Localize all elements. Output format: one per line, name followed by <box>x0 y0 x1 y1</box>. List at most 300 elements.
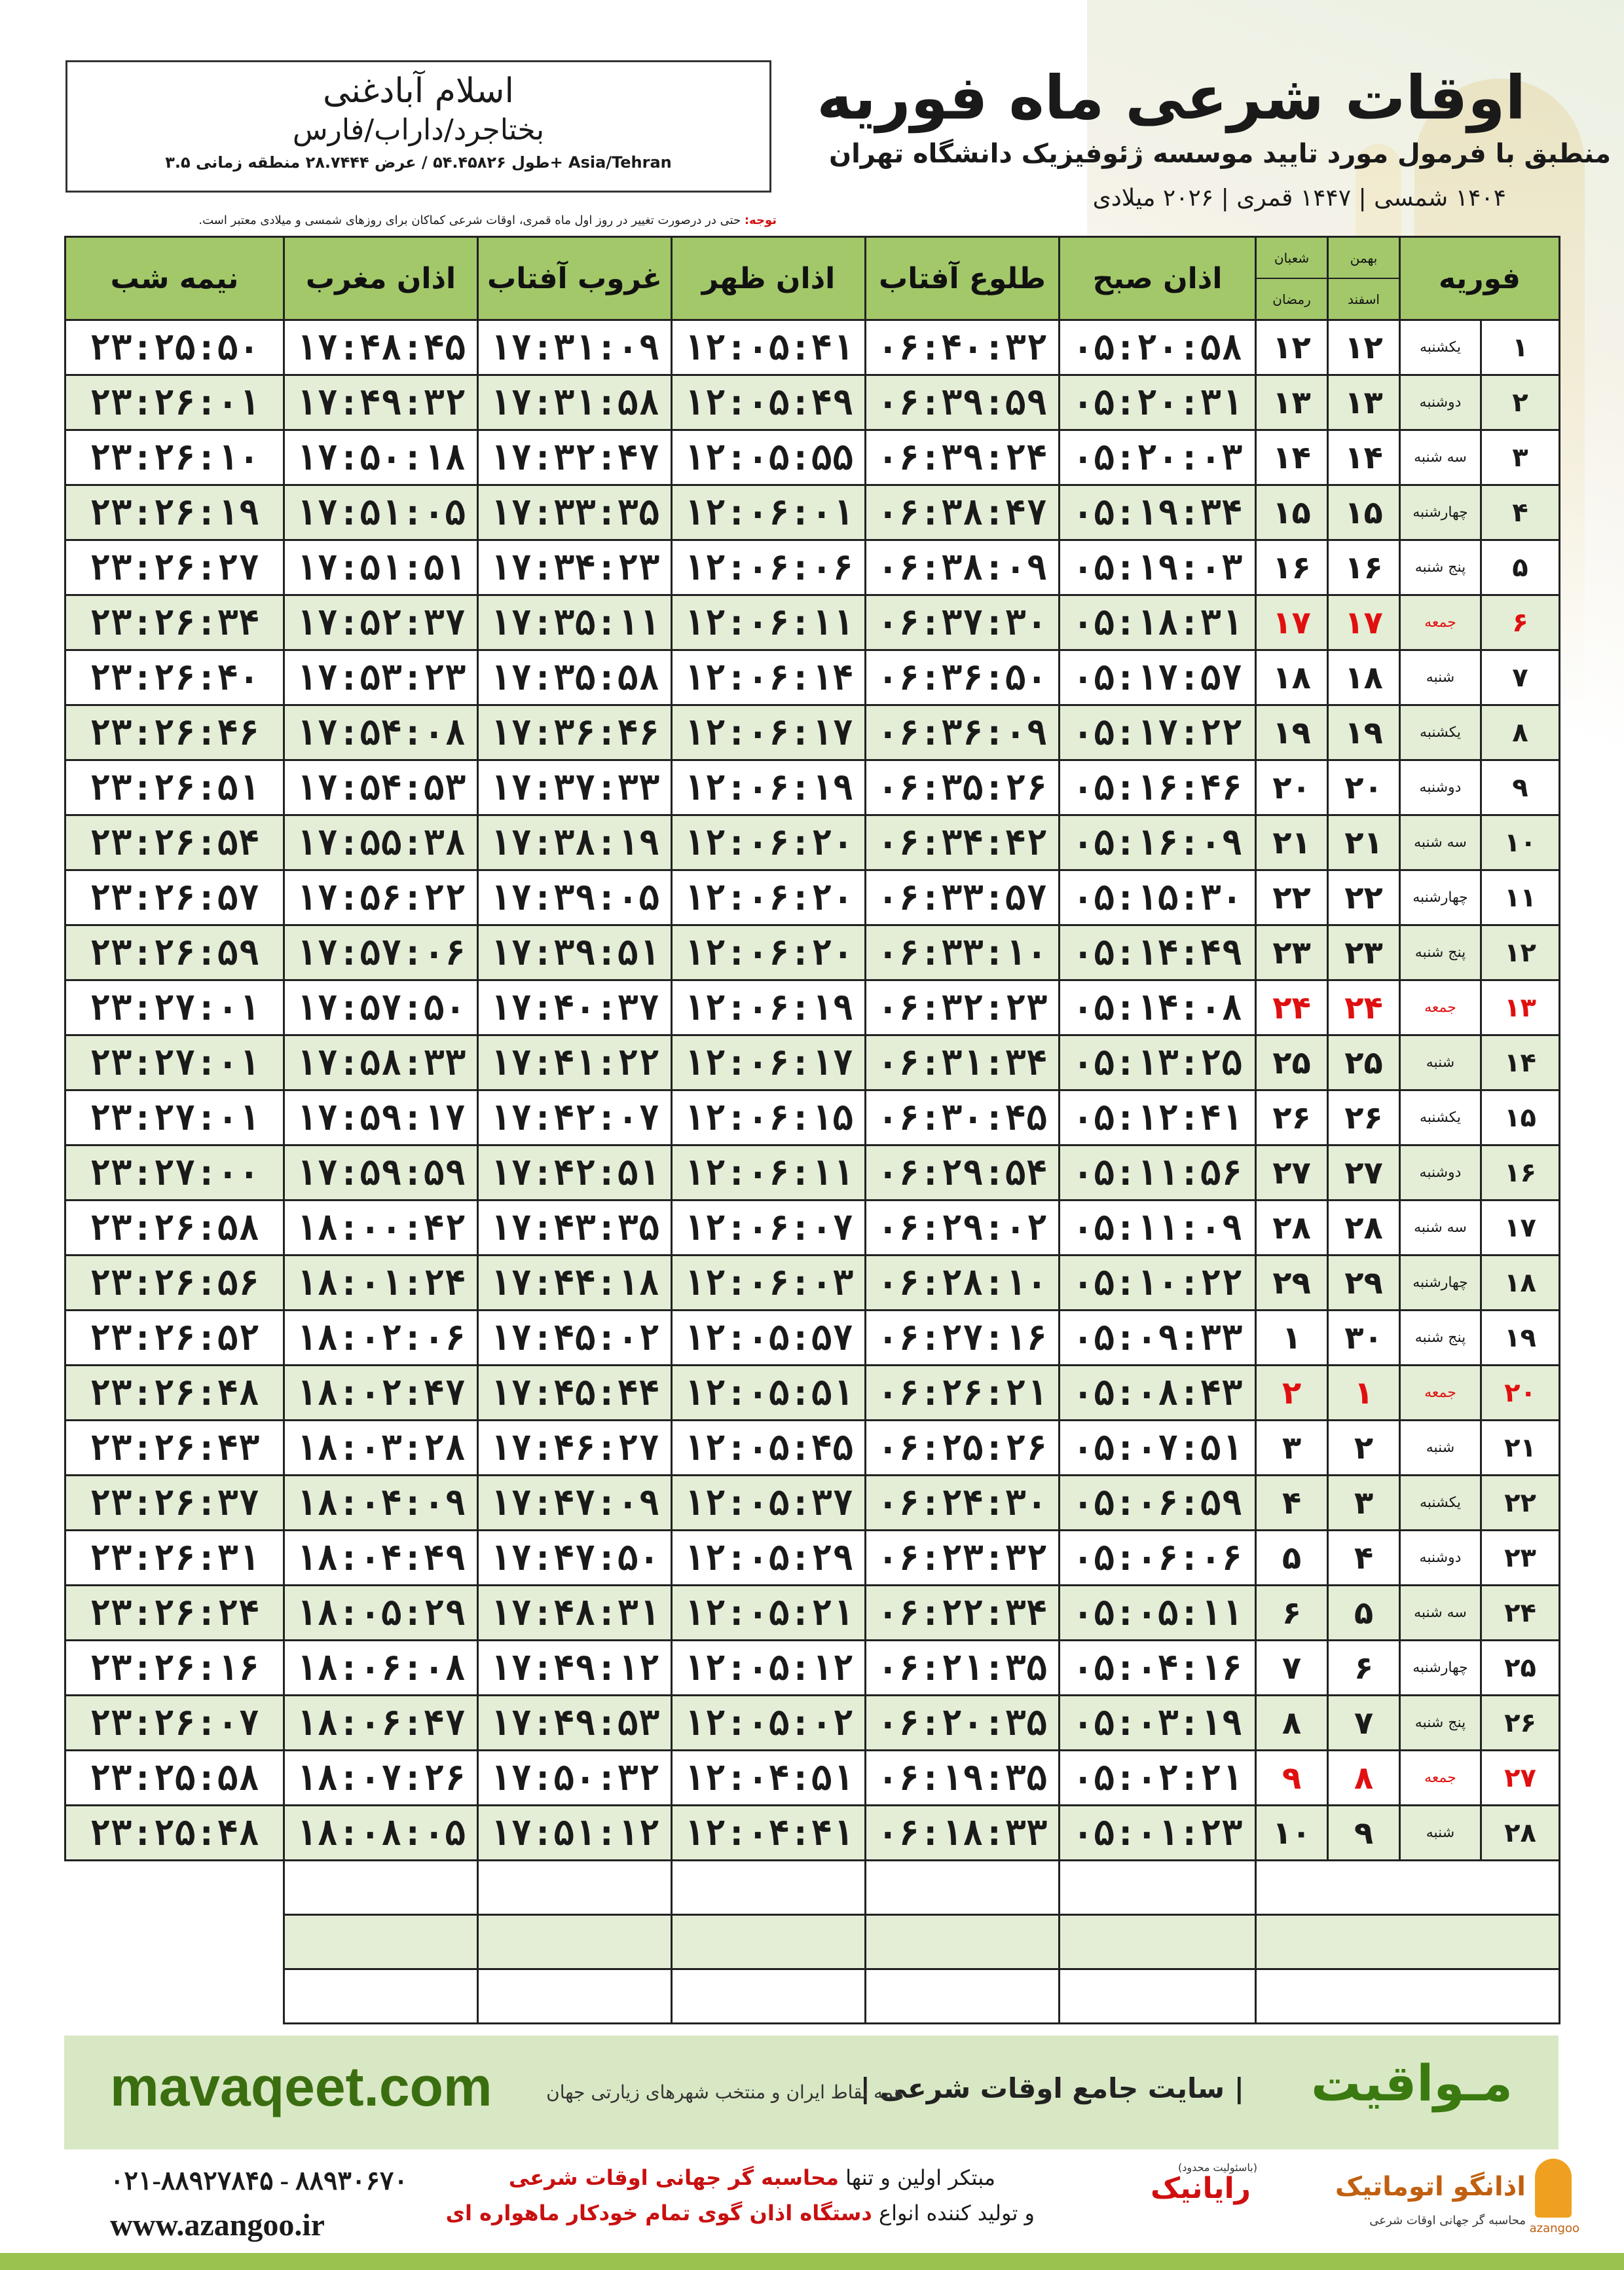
cell-maghrib: ۱۷:۵۴:۰۸ <box>284 705 478 760</box>
cell-fajr: ۰۵:۰۸:۴۳ <box>1060 1366 1256 1421</box>
cell-midnight: ۲۳:۲۶:۲۴ <box>65 1586 284 1641</box>
empty-cell <box>284 1969 478 2024</box>
cell-maghrib: ۱۷:۵۹:۱۷ <box>284 1090 478 1145</box>
cell-weekday: سه شنبه <box>1400 1200 1481 1256</box>
table-row <box>65 1751 1560 1806</box>
cell-dhuhr: ۱۲:۰۵:۵۷ <box>672 1311 866 1366</box>
cell-midnight: ۲۳:۲۶:۳۷ <box>65 1476 284 1531</box>
cell-midnight: ۲۳:۲۶:۱۹ <box>65 485 284 540</box>
cell-midnight: ۲۳:۲۷:۰۱ <box>65 980 284 1035</box>
cell-fajr: ۰۵:۱۹:۳۴ <box>1060 485 1256 540</box>
cell-day: ۱۰ <box>1481 815 1560 870</box>
empty-cell <box>866 1915 1060 1969</box>
header-solar <box>1328 237 1400 320</box>
cell-fajr: ۰۵:۱۹:۰۳ <box>1060 540 1256 595</box>
cell-lunar: ۱۰ <box>1256 1806 1328 1861</box>
cell-lunar: ۲۳ <box>1256 925 1328 980</box>
cell-weekday: شنبه <box>1400 1035 1481 1090</box>
cell-fajr: ۰۵:۲۰:۳۱ <box>1060 375 1256 430</box>
cell-day: ۲۵ <box>1481 1641 1560 1696</box>
table-row <box>65 1035 1560 1090</box>
table-row <box>65 595 1560 650</box>
cell-solar: ۷ <box>1328 1696 1400 1751</box>
cell-midnight: ۲۳:۲۶:۰۱ <box>65 375 284 430</box>
note-label: توجه: <box>744 214 777 227</box>
cell-maghrib: ۱۷:۵۱:۵۱ <box>284 540 478 595</box>
table-row <box>65 1421 1560 1476</box>
cell-sunset: ۱۷:۴۸:۳۱ <box>478 1586 672 1641</box>
cell-fajr: ۰۵:۲۰:۰۳ <box>1060 430 1256 485</box>
cell-maghrib: ۱۸:۰۶:۴۷ <box>284 1696 478 1751</box>
cell-dhuhr: ۱۲:۰۵:۴۵ <box>672 1421 866 1476</box>
cell-solar: ۴ <box>1328 1531 1400 1586</box>
table-row <box>65 1256 1560 1311</box>
cell-midnight: ۲۳:۲۶:۵۱ <box>65 760 284 815</box>
cell-sunset: ۱۷:۴۵:۰۲ <box>478 1311 672 1366</box>
cell-dhuhr: ۱۲:۰۶:۲۰ <box>672 925 866 980</box>
cell-fajr: ۰۵:۱۱:۵۶ <box>1060 1145 1256 1200</box>
cell-day: ۹ <box>1481 760 1560 815</box>
table-row <box>65 925 1560 980</box>
cell-midnight: ۲۳:۲۶:۱۰ <box>65 430 284 485</box>
cell-sunset: ۱۷:۳۹:۰۵ <box>478 870 672 925</box>
cell-day: ۲۱ <box>1481 1421 1560 1476</box>
cell-fajr: ۰۵:۱۱:۰۹ <box>1060 1200 1256 1256</box>
cell-dhuhr: ۱۲:۰۵:۵۵ <box>672 430 866 485</box>
header-solar-bottom: اسفند <box>1348 291 1380 307</box>
cell-maghrib: ۱۸:۰۶:۰۸ <box>284 1641 478 1696</box>
table-row <box>65 430 1560 485</box>
cell-sunrise: ۰۶:۳۵:۲۶ <box>866 760 1060 815</box>
cell-midnight: ۲۳:۲۶:۵۲ <box>65 1311 284 1366</box>
footer-bar <box>0 2253 1624 2270</box>
cell-maghrib: ۱۷:۵۰:۱۸ <box>284 430 478 485</box>
cell-dhuhr: ۱۲:۰۵:۱۲ <box>672 1641 866 1696</box>
cell-fajr: ۰۵:۰۱:۲۳ <box>1060 1806 1256 1861</box>
cell-day: ۳ <box>1481 430 1560 485</box>
date-line: ۱۴۰۴ شمسی | ۱۴۴۷ قمری | ۲۰۲۶ میلادی <box>1092 185 1506 212</box>
cell-dhuhr: ۱۲:۰۵:۵۱ <box>672 1366 866 1421</box>
cell-day: ۱۶ <box>1481 1145 1560 1200</box>
empty-row <box>65 1969 1560 2024</box>
cell-maghrib: ۱۸:۰۵:۲۹ <box>284 1586 478 1641</box>
cell-weekday: چهارشنبه <box>1400 1256 1481 1311</box>
cell-solar: ۲۸ <box>1328 1200 1400 1256</box>
header-lunar-bottom: رمضان <box>1272 291 1311 307</box>
cell-solar: ۲۷ <box>1328 1145 1400 1200</box>
raianik-logo-small: (باسئولیت محدود) <box>1178 2161 1257 2174</box>
cell-sunrise: ۰۶:۱۸:۳۳ <box>866 1806 1060 1861</box>
cell-lunar: ۷ <box>1256 1641 1328 1696</box>
cell-day: ۲۰ <box>1481 1366 1560 1421</box>
empty-cell <box>672 1861 866 1915</box>
cell-lunar: ۲۲ <box>1256 870 1328 925</box>
cell-midnight: ۲۳:۲۷:۰۱ <box>65 1035 284 1090</box>
cell-maghrib: ۱۷:۵۸:۳۳ <box>284 1035 478 1090</box>
cell-solar: ۱۷ <box>1328 595 1400 650</box>
location-region: بختاجرد/داراب/فارس <box>292 113 545 147</box>
cell-sunrise: ۰۶:۲۱:۳۵ <box>866 1641 1060 1696</box>
table-row <box>65 375 1560 430</box>
table-row <box>65 815 1560 870</box>
empty-cell <box>672 1915 866 1969</box>
cell-fajr: ۰۵:۰۲:۲۱ <box>1060 1751 1256 1806</box>
cell-weekday: پنج شنبه <box>1400 925 1481 980</box>
cell-sunrise: ۰۶:۲۷:۱۶ <box>866 1311 1060 1366</box>
empty-row <box>65 1915 1560 1969</box>
cell-lunar: ۴ <box>1256 1476 1328 1531</box>
cell-midnight: ۲۳:۲۶:۵۴ <box>65 815 284 870</box>
cell-dhuhr: ۱۲:۰۴:۴۱ <box>672 1806 866 1861</box>
cell-dhuhr: ۱۲:۰۶:۱۹ <box>672 760 866 815</box>
cell-maghrib: ۱۷:۵۶:۲۲ <box>284 870 478 925</box>
table-row <box>65 1311 1560 1366</box>
cell-day: ۱۸ <box>1481 1256 1560 1311</box>
cell-midnight: ۲۳:۲۵:۵۰ <box>65 320 284 375</box>
cell-maghrib: ۱۸:۰۲:۴۷ <box>284 1366 478 1421</box>
table-row <box>65 320 1560 375</box>
empty-cell <box>1256 1915 1560 1969</box>
cell-weekday: جمعه <box>1400 595 1481 650</box>
cell-dhuhr: ۱۲:۰۶:۰۷ <box>672 1200 866 1256</box>
cell-midnight: ۲۳:۲۵:۴۸ <box>65 1806 284 1861</box>
empty-cell <box>478 1915 672 1969</box>
cell-solar: ۲۳ <box>1328 925 1400 980</box>
cell-lunar: ۱ <box>1256 1311 1328 1366</box>
cell-dhuhr: ۱۲:۰۵:۰۲ <box>672 1696 866 1751</box>
promo2-highlight: دستگاه اذان گوی تمام خودکار ماهواره ای <box>445 2201 872 2225</box>
cell-fajr: ۰۵:۱۴:۰۸ <box>1060 980 1256 1035</box>
cell-solar: ۱۹ <box>1328 705 1400 760</box>
site-url[interactable]: mavaqeet.com <box>110 2056 492 2117</box>
cell-day: ۷ <box>1481 650 1560 705</box>
cell-sunrise: ۰۶:۳۶:۵۰ <box>866 650 1060 705</box>
cell-solar: ۱۳ <box>1328 375 1400 430</box>
cell-sunset: ۱۷:۴۳:۳۵ <box>478 1200 672 1256</box>
cell-dhuhr: ۱۲:۰۶:۲۰ <box>672 815 866 870</box>
cell-sunrise: ۰۶:۳۹:۵۹ <box>866 375 1060 430</box>
cell-day: ۱۷ <box>1481 1200 1560 1256</box>
header-fajr: اذان صبح <box>1060 237 1256 320</box>
cell-lunar: ۱۵ <box>1256 485 1328 540</box>
cell-sunrise: ۰۶:۳۸:۰۹ <box>866 540 1060 595</box>
cell-fajr: ۰۵:۰۴:۱۶ <box>1060 1641 1256 1696</box>
empty-cell <box>1256 1969 1560 2024</box>
cell-maghrib: ۱۷:۴۸:۴۵ <box>284 320 478 375</box>
cell-day: ۱۲ <box>1481 925 1560 980</box>
cell-solar: ۲۵ <box>1328 1035 1400 1090</box>
cell-sunrise: ۰۶:۳۳:۵۷ <box>866 870 1060 925</box>
empty-cell <box>1060 1861 1256 1915</box>
cell-midnight: ۲۳:۲۶:۴۶ <box>65 705 284 760</box>
cell-maghrib: ۱۸:۰۸:۰۵ <box>284 1806 478 1861</box>
cell-sunrise: ۰۶:۲۹:۵۴ <box>866 1145 1060 1200</box>
empty-cell <box>478 1861 672 1915</box>
phone-numbers: ۰۲۱-۸۸۹۲۷۸۴۵ - ۸۸۹۳۰۶۷۰ <box>110 2166 408 2195</box>
table-row <box>65 1145 1560 1200</box>
cell-sunrise: ۰۶:۲۹:۰۲ <box>866 1200 1060 1256</box>
cell-dhuhr: ۱۲:۰۶:۱۱ <box>672 1145 866 1200</box>
cell-midnight: ۲۳:۲۶:۴۳ <box>65 1421 284 1476</box>
cell-lunar: ۲۹ <box>1256 1256 1328 1311</box>
cell-weekday: پنج شنبه <box>1400 1311 1481 1366</box>
cell-lunar: ۲ <box>1256 1366 1328 1421</box>
footer-banner <box>64 2036 1559 2149</box>
cell-solar: ۲۱ <box>1328 815 1400 870</box>
cell-fajr: ۰۵:۰۵:۱۱ <box>1060 1586 1256 1641</box>
cell-dhuhr: ۱۲:۰۶:۱۷ <box>672 1035 866 1090</box>
cell-dhuhr: ۱۲:۰۴:۵۱ <box>672 1751 866 1806</box>
cell-sunset: ۱۷:۳۷:۳۳ <box>478 760 672 815</box>
promo-line-2 <box>446 2201 1035 2225</box>
cell-solar: ۵ <box>1328 1586 1400 1641</box>
cell-dhuhr: ۱۲:۰۵:۳۷ <box>672 1476 866 1531</box>
location-box <box>65 60 771 193</box>
cell-sunrise: ۰۶:۳۰:۴۵ <box>866 1090 1060 1145</box>
cell-maghrib: ۱۷:۵۷:۰۶ <box>284 925 478 980</box>
raianik-logo: رایانیک <box>1151 2172 1251 2205</box>
cell-dhuhr: ۱۲:۰۵:۴۱ <box>672 320 866 375</box>
cell-maghrib: ۱۷:۵۳:۲۳ <box>284 650 478 705</box>
cell-dhuhr: ۱۲:۰۵:۲۱ <box>672 1586 866 1641</box>
cell-day: ۲۲ <box>1481 1476 1560 1531</box>
cell-lunar: ۱۴ <box>1256 430 1328 485</box>
cell-day: ۱۵ <box>1481 1090 1560 1145</box>
cell-fajr: ۰۵:۱۷:۲۲ <box>1060 705 1256 760</box>
cell-midnight: ۲۳:۲۵:۵۸ <box>65 1751 284 1806</box>
cell-fajr: ۰۵:۰۶:۰۶ <box>1060 1531 1256 1586</box>
cell-solar: ۱۲ <box>1328 320 1400 375</box>
cell-dhuhr: ۱۲:۰۶:۱۷ <box>672 705 866 760</box>
cell-dhuhr: ۱۲:۰۶:۱۵ <box>672 1090 866 1145</box>
cell-lunar: ۳ <box>1256 1421 1328 1476</box>
cell-sunrise: ۰۶:۳۶:۰۹ <box>866 705 1060 760</box>
cell-maghrib: ۱۸:۰۴:۰۹ <box>284 1476 478 1531</box>
cell-weekday: یکشنبه <box>1400 1476 1481 1531</box>
cell-sunset: ۱۷:۳۲:۴۷ <box>478 430 672 485</box>
cell-weekday: چهارشنبه <box>1400 1641 1481 1696</box>
table-row <box>65 485 1560 540</box>
table-row <box>65 1366 1560 1421</box>
cell-sunset: ۱۷:۳۱:۰۹ <box>478 320 672 375</box>
website-link[interactable]: www.azangoo.ir <box>110 2208 325 2242</box>
table-row <box>65 1641 1560 1696</box>
cell-sunrise: ۰۶:۳۸:۴۷ <box>866 485 1060 540</box>
cell-sunset: ۱۷:۳۸:۱۹ <box>478 815 672 870</box>
cell-midnight: ۲۳:۲۶:۵۷ <box>65 870 284 925</box>
cell-weekday: یکشنبه <box>1400 320 1481 375</box>
cell-weekday: شنبه <box>1400 1421 1481 1476</box>
cell-sunset: ۱۷:۴۲:۰۷ <box>478 1090 672 1145</box>
cell-weekday: پنج شنبه <box>1400 540 1481 595</box>
table-row <box>65 650 1560 705</box>
cell-day: ۱۱ <box>1481 870 1560 925</box>
cell-maghrib: ۱۷:۵۹:۵۹ <box>284 1145 478 1200</box>
azangoo-logo: اذانگو اتوماتیک <box>1335 2172 1526 2202</box>
header-dhuhr: اذان ظهر <box>672 237 866 320</box>
cell-maghrib: ۱۷:۵۵:۳۸ <box>284 815 478 870</box>
empty-cell <box>672 1969 866 2024</box>
cell-sunset: ۱۷:۴۶:۲۷ <box>478 1421 672 1476</box>
table-header-row <box>65 237 1560 320</box>
cell-sunrise: ۰۶:۲۲:۳۴ <box>866 1586 1060 1641</box>
cell-sunrise: ۰۶:۳۱:۳۴ <box>866 1035 1060 1090</box>
table-row <box>65 1806 1560 1861</box>
cell-sunrise: ۰۶:۲۴:۳۰ <box>866 1476 1060 1531</box>
cell-sunrise: ۰۶:۲۵:۲۶ <box>866 1421 1060 1476</box>
cell-dhuhr: ۱۲:۰۶:۰۱ <box>672 485 866 540</box>
table-row <box>65 1531 1560 1586</box>
cell-solar: ۳۰ <box>1328 1311 1400 1366</box>
cell-sunset: ۱۷:۳۴:۲۳ <box>478 540 672 595</box>
cell-lunar: ۲۱ <box>1256 815 1328 870</box>
cell-dhuhr: ۱۲:۰۵:۲۹ <box>672 1531 866 1586</box>
empty-cell <box>1060 1969 1256 2024</box>
cell-lunar: ۲۰ <box>1256 760 1328 815</box>
cell-sunset: ۱۷:۴۹:۵۳ <box>478 1696 672 1751</box>
brand-logo-text: مـواقیت <box>1311 2054 1513 2112</box>
cell-lunar: ۵ <box>1256 1531 1328 1586</box>
empty-cell <box>866 1861 1060 1915</box>
cell-sunset: ۱۷:۳۹:۵۱ <box>478 925 672 980</box>
cell-solar: ۱۴ <box>1328 430 1400 485</box>
cell-solar: ۸ <box>1328 1751 1400 1806</box>
cell-sunrise: ۰۶:۲۰:۳۵ <box>866 1696 1060 1751</box>
cell-day: ۲۶ <box>1481 1696 1560 1751</box>
cell-maghrib: ۱۸:۰۰:۴۲ <box>284 1200 478 1256</box>
cell-day: ۵ <box>1481 540 1560 595</box>
cell-sunset: ۱۷:۴۵:۴۴ <box>478 1366 672 1421</box>
cell-sunset: ۱۷:۴۱:۲۲ <box>478 1035 672 1090</box>
cell-day: ۲۷ <box>1481 1751 1560 1806</box>
cell-day: ۲ <box>1481 375 1560 430</box>
cell-sunset: ۱۷:۴۲:۵۱ <box>478 1145 672 1200</box>
cell-fajr: ۰۵:۱۵:۳۰ <box>1060 870 1256 925</box>
cell-maghrib: ۱۸:۰۲:۰۶ <box>284 1311 478 1366</box>
cell-maghrib: ۱۸:۰۷:۲۶ <box>284 1751 478 1806</box>
promo-line-1 <box>509 2165 995 2190</box>
cell-fajr: ۰۵:۱۷:۵۷ <box>1060 650 1256 705</box>
cell-sunset: ۱۷:۳۵:۵۸ <box>478 650 672 705</box>
cell-sunrise: ۰۶:۴۰:۳۲ <box>866 320 1060 375</box>
empty-row <box>65 1861 1560 1915</box>
table-row <box>65 1090 1560 1145</box>
header-lunar <box>1256 237 1328 320</box>
empty-cell <box>284 1915 478 1969</box>
cell-weekday: جمعه <box>1400 1366 1481 1421</box>
cell-midnight: ۲۳:۲۶:۱۶ <box>65 1641 284 1696</box>
location-name: اسلام آبادغنی <box>323 71 514 111</box>
cell-fajr: ۰۵:۱۶:۰۹ <box>1060 815 1256 870</box>
cell-dhuhr: ۱۲:۰۶:۰۳ <box>672 1256 866 1311</box>
cell-day: ۶ <box>1481 595 1560 650</box>
cell-lunar: ۹ <box>1256 1751 1328 1806</box>
table-row <box>65 760 1560 815</box>
empty-cell <box>284 1861 478 1915</box>
cell-sunset: ۱۷:۴۷:۵۰ <box>478 1531 672 1586</box>
cell-maghrib: ۱۷:۵۴:۵۳ <box>284 760 478 815</box>
cell-solar: ۱ <box>1328 1366 1400 1421</box>
cell-dhuhr: ۱۲:۰۵:۴۹ <box>672 375 866 430</box>
cell-lunar: ۱۳ <box>1256 375 1328 430</box>
table-row <box>65 1586 1560 1641</box>
promo1-highlight: محاسبه گر جهانی اوقات شرعی <box>508 2165 839 2190</box>
cell-lunar: ۲۷ <box>1256 1145 1328 1200</box>
azangoo-icon-label: azangoo <box>1529 2222 1579 2235</box>
cell-fajr: ۰۵:۰۷:۵۱ <box>1060 1421 1256 1476</box>
cell-day: ۱۴ <box>1481 1035 1560 1090</box>
cell-weekday: دوشنبه <box>1400 375 1481 430</box>
cell-sunrise: ۰۶:۲۶:۲۱ <box>866 1366 1060 1421</box>
cell-sunset: ۱۷:۵۰:۳۲ <box>478 1751 672 1806</box>
table-body <box>65 320 1560 2024</box>
cell-midnight: ۲۳:۲۶:۳۴ <box>65 595 284 650</box>
azangoo-logo-subtext: محاسبه گر جهانی اوقات شرعی <box>1369 2214 1526 2227</box>
empty-cell <box>1256 1861 1560 1915</box>
header-solar-top: بهمن <box>1329 238 1399 279</box>
cell-midnight: ۲۳:۲۶:۲۷ <box>65 540 284 595</box>
cell-maghrib: ۱۸:۰۳:۲۸ <box>284 1421 478 1476</box>
cell-day: ۱۹ <box>1481 1311 1560 1366</box>
cell-midnight: ۲۳:۲۶:۳۱ <box>65 1531 284 1586</box>
note-text: حتی در درصورت تغییر در روز اول ماه قمری، اوقات شرعی کماکان برای روزهای شمسی و میلادی معتبر است. <box>198 214 745 227</box>
cell-weekday: شنبه <box>1400 650 1481 705</box>
cell-sunset: ۱۷:۴۷:۰۹ <box>478 1476 672 1531</box>
cell-weekday: سه شنبه <box>1400 815 1481 870</box>
table-row <box>65 1200 1560 1256</box>
table-row <box>65 705 1560 760</box>
cell-maghrib: ۱۷:۴۹:۳۲ <box>284 375 478 430</box>
location-coords: طول ۵۴.۴۵۸۲۶ / عرض ۲۸.۷۴۴۴ منطقه زمانی ۳.۵+ Asia/Tehran <box>165 153 672 172</box>
cell-weekday: جمعه <box>1400 1751 1481 1806</box>
cell-midnight: ۲۳:۲۶:۰۷ <box>65 1696 284 1751</box>
cell-lunar: ۶ <box>1256 1586 1328 1641</box>
header-lunar-top: شعبان <box>1257 238 1327 279</box>
cell-midnight: ۲۳:۲۶:۵۸ <box>65 1200 284 1256</box>
cell-solar: ۲۲ <box>1328 870 1400 925</box>
cell-weekday: دوشنبه <box>1400 760 1481 815</box>
cell-day: ۲۳ <box>1481 1531 1560 1586</box>
cell-lunar: ۸ <box>1256 1696 1328 1751</box>
cell-solar: ۹ <box>1328 1806 1400 1861</box>
brand-tagline: | سایت جامع اوقات شرعی | <box>860 2072 1244 2104</box>
cell-solar: ۱۸ <box>1328 650 1400 705</box>
cell-solar: ۲ <box>1328 1421 1400 1476</box>
cell-day: ۸ <box>1481 705 1560 760</box>
cell-dhuhr: ۱۲:۰۶:۰۶ <box>672 540 866 595</box>
cell-fajr: ۰۵:۲۰:۵۸ <box>1060 320 1256 375</box>
cell-fajr: ۰۵:۱۰:۲۲ <box>1060 1256 1256 1311</box>
cell-midnight: ۲۳:۲۷:۰۱ <box>65 1090 284 1145</box>
cell-fajr: ۰۵:۰۳:۱۹ <box>1060 1696 1256 1751</box>
cell-fajr: ۰۵:۱۶:۴۶ <box>1060 760 1256 815</box>
cell-dhuhr: ۱۲:۰۶:۱۱ <box>672 595 866 650</box>
cell-solar: ۲۹ <box>1328 1256 1400 1311</box>
cell-weekday: چهارشنبه <box>1400 870 1481 925</box>
cell-day: ۱ <box>1481 320 1560 375</box>
cell-solar: ۲۶ <box>1328 1090 1400 1145</box>
table-row <box>65 980 1560 1035</box>
cell-sunrise: ۰۶:۳۷:۳۰ <box>866 595 1060 650</box>
cell-sunrise: ۰۶:۲۸:۱۰ <box>866 1256 1060 1311</box>
header-maghrib: اذان مغرب <box>284 237 478 320</box>
cell-sunrise: ۰۶:۳۲:۲۳ <box>866 980 1060 1035</box>
brand-subtext: همه نقاط ایران و منتخب شهرهای زیارتی جهان <box>546 2081 904 2103</box>
header-midnight: نیمه شب <box>65 237 284 320</box>
cell-midnight: ۲۳:۲۶:۵۹ <box>65 925 284 980</box>
cell-maghrib: ۱۷:۵۱:۰۵ <box>284 485 478 540</box>
cell-weekday: سه شنبه <box>1400 1586 1481 1641</box>
